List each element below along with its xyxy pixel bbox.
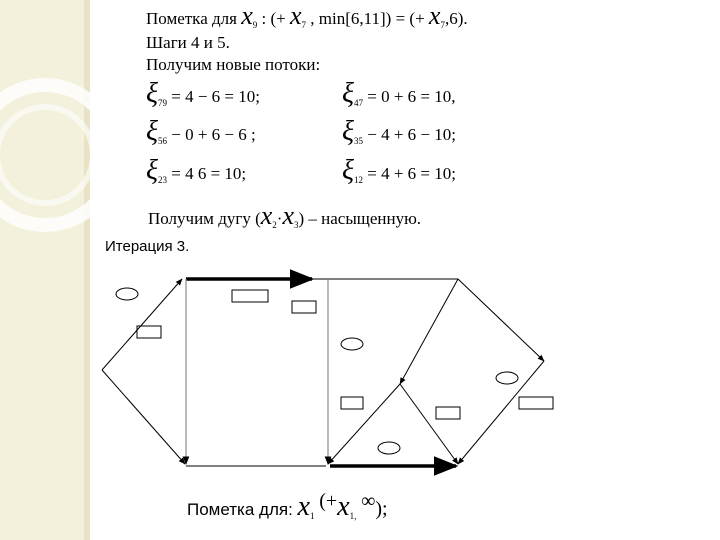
flow-expr: = 4 6 = 10; <box>171 164 247 183</box>
xi-symbol: ξ <box>342 116 354 147</box>
marking-tail: ,6). <box>444 9 468 28</box>
node-label-oval <box>496 372 518 384</box>
node-label-oval <box>378 442 400 454</box>
arc-label-box <box>292 301 316 313</box>
arc-sep: · <box>276 209 283 228</box>
bottom-open: (+ <box>319 490 338 512</box>
flow-sub: 79 <box>158 98 167 108</box>
node-label-oval <box>341 338 363 350</box>
arc-var2-sub: 3 <box>294 220 299 230</box>
bottom-var: x <box>297 491 310 522</box>
bottom-marking <box>187 490 388 526</box>
bottom-infinity: ∞ <box>361 490 376 512</box>
flow-sub: 23 <box>158 175 167 185</box>
edge-9-7 <box>458 361 544 464</box>
xi-symbol: ξ <box>146 116 158 147</box>
xi-symbol: ξ <box>146 78 158 109</box>
flow-sub: 35 <box>354 136 363 146</box>
marking-var-sub: 9 <box>252 20 258 30</box>
arc-suffix: ) – насыщенную. <box>298 209 422 228</box>
edge-1-2 <box>102 279 182 370</box>
node-label-oval <box>116 288 138 300</box>
flows-heading: Получим новые потоки: <box>146 55 321 74</box>
flow-expr: = 0 + 6 = 10, <box>367 87 456 106</box>
edge-6-8 <box>400 279 458 384</box>
edge-6-9 <box>458 279 544 361</box>
bottom-var2: x <box>337 491 350 522</box>
bottom-label: Пометка для: <box>187 500 293 519</box>
marking-mid: : (+ <box>261 9 286 28</box>
iteration-label: Итерация 3. <box>105 238 190 255</box>
marking-var3: x <box>428 1 441 30</box>
flow-expr: = 4 + 6 = 10; <box>367 164 456 183</box>
flow-expr: − 4 + 6 − 10; <box>367 125 456 144</box>
arc-label-box <box>436 407 460 419</box>
arc-label-box <box>341 397 363 409</box>
xi-symbol: ξ <box>342 78 354 109</box>
flow-sub: 47 <box>354 98 363 108</box>
bottom-var2-sub: 1, <box>349 511 357 521</box>
arc-label-box <box>232 290 268 302</box>
steps-line: Шаги 4 и 5. <box>146 33 230 52</box>
arc-var1-sub: 2 <box>272 220 277 230</box>
flow-sub: 12 <box>354 175 363 185</box>
bottom-var-sub: 1 <box>309 511 315 521</box>
marking-var2-sub: 7 <box>301 20 307 30</box>
arc-label-box <box>519 397 553 409</box>
edge-1-3 <box>102 370 185 464</box>
bottom-close: ); <box>375 498 388 520</box>
xi-symbol: ξ <box>342 155 354 186</box>
marking-var2: x <box>289 1 302 30</box>
flow-expr: = 4 − 6 = 10; <box>171 87 260 106</box>
flow-expr: − 0 + 6 − 6 ; <box>171 125 256 144</box>
flow-sub: 56 <box>158 136 167 146</box>
arc-var2: x <box>282 201 294 230</box>
xi-symbol: ξ <box>146 155 158 186</box>
marking-var: x <box>241 1 253 30</box>
arc-label-box <box>137 326 161 338</box>
marking-var3-sub: 7 <box>440 20 445 30</box>
arc-prefix: Получим дугу ( <box>148 209 261 228</box>
marking-prefix: Пометка для <box>146 9 237 28</box>
edge-8-5 <box>328 384 400 464</box>
marking-min: , min[6,11]) = (+ <box>310 9 425 28</box>
arc-var1: x <box>260 201 273 230</box>
edge-8-7 <box>400 384 458 464</box>
